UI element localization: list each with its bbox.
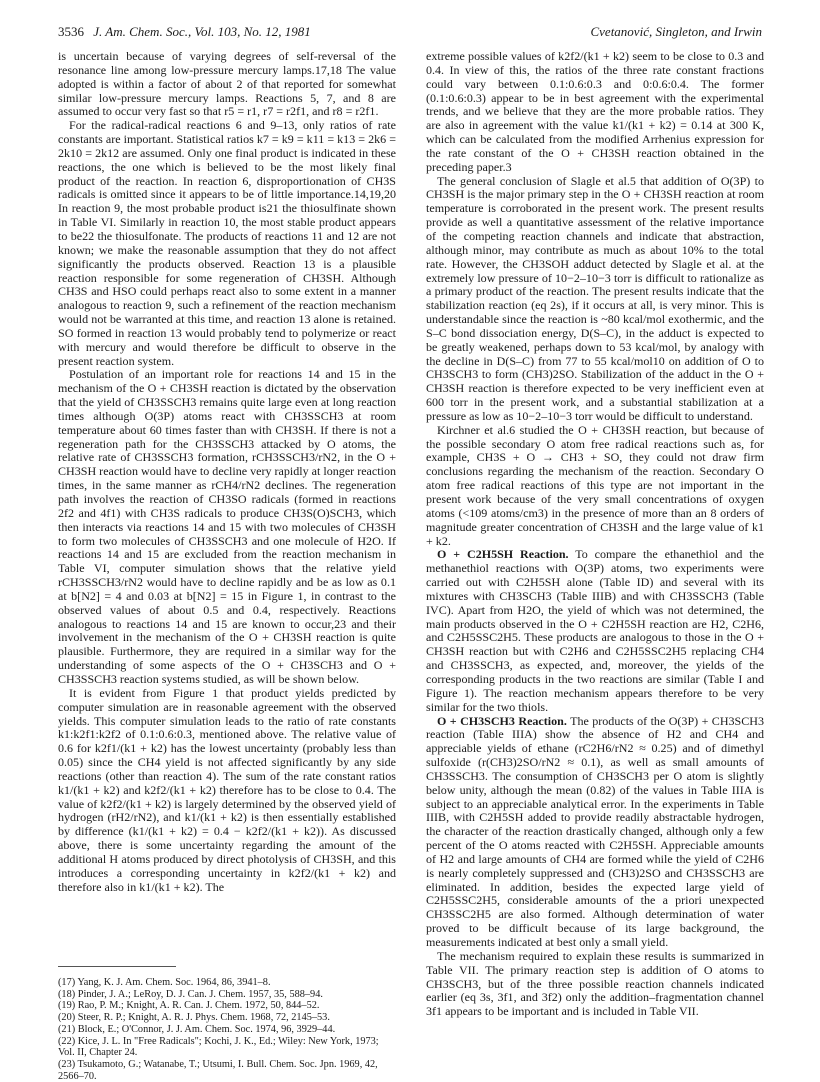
- footnote-rule: [58, 966, 176, 967]
- right-column: [426, 50, 764, 1019]
- reference-item: (19) Rao, P. M.; Knight, A. R. Can. J. Chem. 1972, 50, 844–52.: [58, 1000, 320, 1012]
- section-paragraph-ethanethiol: [426, 548, 764, 714]
- left-column: [58, 50, 396, 894]
- paragraph: The general conclusion of Slagle et al.5 that addition of O(3P) to CH3SH is the major primary step in the O + CH3SH reaction at room temperature is corroborated in the present work. The present results provide as well a quantitative assessment of the relative importance of the competing reaction channels and indicate that abstraction, although minor, may contribute as much as about 10% to the total rate. However, the CH3SOH adduct detected by Slagle et al. at the extremely low pressure of 10−2–10−3 torr is difficult to rationalize as a primary product of the reaction. The present results indicate that the stabilization reaction (eq 2s), if it occurs at all, is very minor. This is understandable since the reaction is ~80 kcal/mol exothermic, and the S–C bond dissociation energy, D(S–C), in the adduct is expected to be greatly weakened, perhaps down to 53 kcal/mol, by analogy with the decline in D(S–C) from 77 to 55 kcal/mol10 on addition of O to CH3SCH3 to form (CH3)2SO. Stabilization of the adduct in the O + CH3SH reaction is therefore expected to be very inefficient even at 600 torr in the present work, and a substantial stabilization at a pressure as low as 10−2–10−3 torr would be difficult to understand.: [426, 173, 764, 423]
- running-header: [58, 24, 762, 40]
- section-heading: O + CH3SCH3 Reaction.: [437, 713, 567, 728]
- paragraph: It is evident from Figure 1 that product yields predicted by computer simulation are in reasonable agreement with the observed yields. This computer simulation leads to the ratio of rate constants k1:k2f1:k2f2 of 0.1:0.6:0.3, mentioned above. The relative value of 0.6 for k2f1/(k1 + k2) has the lowest uncertainty (probably less than 0.05) since the CH4 yield is not affected significantly by any side reactions (other than reaction 4). The sum of the rate constant ratios k1/(k1 + k2) and k2f2/(k1 + k2) therefore has to be close to 0.4. The value of k2f2/(k1 + k2) is largely determined by the observed yield of hydrogen (rH2/rN2), and k1/(k1 + k2) is then essentially established by difference (k1/(k1 + k2) = 0.4 − k2f2/(k1 + k2)). As discussed above, there is some uncertainty regarding the amount of the additional H atoms produced by direct photolysis of CH3SH, and this introduces a corresponding uncertainty in k2f2/(k1 + k2) and therefore also in k1/(k1 + k2). The: [58, 685, 396, 894]
- reference-item: (21) Block, E.; O'Connor, J. J. Am. Chem. Soc. 1974, 96, 3929–44.: [58, 1023, 336, 1035]
- journal-citation: J. Am. Chem. Soc., Vol. 103, No. 12, 1981: [93, 24, 311, 39]
- footnote-references: [58, 966, 396, 1082]
- paragraph: extreme possible values of k2f2/(k1 + k2) seem to be close to 0.3 and 0.4. In view of this, the ratios of the three rate constant fractions could vary between 0.1:0.6:0.3 and 0:0.6:0.4. The former (0.1:0.6:0.3) appear to be in best agreement with the experimental trends, and we believe that they are the more probable ratios. They are also in agreement with the value k1/(k1 + k2) = 0.14 at 300 K, which can be calculated from the modified Arrhenius expression for the rate constant of the O + CH3SH reaction obtained in the preceding paper.3: [426, 49, 764, 174]
- reference-item: (17) Yang, K. J. Am. Chem. Soc. 1964, 86, 3941–8.: [58, 977, 271, 988]
- reference-item: (20) Steer, R. P.; Knight, A. R. J. Phys. Chem. 1968, 72, 2145–53.: [58, 1012, 330, 1024]
- paragraph: The mechanism required to explain these results is summarized in Table VII. The primary reaction step is addition of O atoms to CH3SCH3, but of the three possible reaction channels indicated earlier (eq 3s, 3f1, and 3f2) only the addition–fragmentation channel 3f1 appears to be important and is included in Table VII.: [426, 948, 764, 1019]
- paragraph: For the radical-radical reactions 6 and 9–13, only ratios of rate constants are important. Statistical ratios k7 = k9 = k11 = k13 = 2k6 = 2k10 = 2k12 are assumed. Only one final product is indicated in these reactions, the one which is believed to be the most likely final product of the reaction. In reaction 6, disproportionation of CH3S radicals is omitted since it appears to be of little importance.14,19,20 In reaction 9, the most probable product is21 the thiosulfinate shown in Table VI. Similarly in reaction 10, the most stable product appears to be22 the thiosulfonate. The products of reactions 11 and 12 are not known; we make the reasonable assumption that they do not affect significantly the products observed. Reaction 13 is a plausible reaction responsible for some regeneration of CH3SH. Although CH3S and HSO could perhaps react also to some extent in a manner analogous to reaction 9, such a refinement of the reaction mechanism would not be warranted at this time, and reaction 13 alone is retained. SO formed in reaction 13 would probably tend to polymerize or react with mercury and would therefore be difficult to observe in the present reaction system.: [58, 118, 396, 368]
- page-number: 3536: [58, 24, 84, 39]
- reference-item: (22) Kice, J. L. In "Free Radicals"; Kochi, J. K., Ed.; Wiley: New York, 1973; Vol. II, Chapter 24.: [58, 1035, 379, 1059]
- paragraph-text: To compare the ethanethiol and the methanethiol reactions with O(3P) atoms, two experiments were carried out with C2H5SH alone (Table ID) and several with its mixtures with CH3SCH3 (Table IIIB) and with CH3SSCH3 (Table IVC). Apart from H2O, the yield of which was not determined, the main products observed in the O + C2H5SH reaction are H2, C2H6, and C2H5SSC2H5. These products are analogous to those in the O + CH3SH reaction but with C2H6 and C2H5SSC2H5 replacing CH4 and CH3SSCH3, as expected, and, moreover, the yields of the corresponding products in the two reactions are similar (Table I and Figure 1). The reaction mechanism appears therefore to be very similar for the two thiols.: [426, 547, 765, 714]
- section-paragraph-dimethyl-sulfide: [426, 715, 764, 950]
- paragraph: Kirchner et al.6 studied the O + CH3SH reaction, but because of the possible secondary O atom free radical reactions such as, for example, CH3S + O → CH3 + SO, they could not draw firm conclusions regarding the mechanism of the reaction. Secondary O atom free radical reactions of this type are not important in the present work because of the very small concentrations of oxygen atoms (<109 atoms/cm3) in the presence of more than an 8 orders of magnitude greater concentration of CH3SH and the large value of k1 + k2.: [426, 422, 764, 548]
- running-authors: Cvetanović, Singleton, and Irwin: [590, 24, 762, 39]
- reference-item: (18) Pinder, J. A.; LeRoy, D. J. Can. J. Chem. 1957, 35, 588–94.: [58, 988, 323, 1000]
- paragraph: Postulation of an important role for reactions 14 and 15 in the mechanism of the O + CH3SH reaction is dictated by the observation that the yield of CH3SSCH3 remains quite large even at long reaction times although O(3P) atoms react with CH3SSCH3 at room temperature about 60 times faster than with CH3SH. If there is not a regeneration path for the CH3SSCH3 attacked by O atoms, the relative rate of CH3SSCH3 formation, rCH3SSCH3/rN2, in the O + CH3SH reaction would have to decline very rapidly at longer reaction times, in the same manner as rCH4/rN2 declines. The regeneration path involves the reaction of CH3SO radicals (formed in reactions 2f2 and 4f1) with CH3S radicals to produce CH3S(O)SCH3, which then interacts via reactions 14 and 15 with two molecules of CH3SH to form two molecules of CH3SSCH3 and one molecule of H2O. If reactions 14 and 15 are excluded from the reaction mechanism in Table VI, computer simulation shows that the relative yield rCH3SSCH3/rN2 would have to decline rapidly and be as low as 0.1 at b[N2] = 4 and 0.03 at b[N2] = 15 in Figure 1, in contrast to the observed values of about 0.5 and 0.4, respectively. Reactions analogous to reactions 14 and 15 are known to occur,23 and their involvement in the mechanism of the O + CH3SH reaction is quite plausible. Furthermore, they are required in a similar way for the understanding of some aspects of the O + CH3SCH3 and O + CH3SSCH3 reaction systems studied, as will be shown below.: [58, 367, 396, 686]
- paragraph-text: The products of the O(3P) + CH3SCH3 reaction (Table IIIA) show the absence of H2 and CH4 and appreciable yields of ethane (rC2H6/rN2 ≈ 0.25) and of dimethyl sulfoxide (r(CH3)2SO/rN2 ≈ 0.1), as well as small amounts of CH3SSCH3. The consumption of CH3SCH3 per O atom is slightly below unity, although the mean (0.82) of the values in Table IIIA is subject to an appreciable analytical error. In the experiments in Table IIIB, with C2H5SH added to provide readily abstractable hydrogen, the character of the reaction drastically changed, although only a few percent of the O atoms reacted with C2H5SH. Appreciable amounts of H2 and large amounts of CH4 are formed while the yield of C2H6 is nearly completely suppressed and (CH3)2SO and CH3SSCH3 are eliminated. In addition, besides the expected large yield of C2H5SSC2H5, considerable amounts of the a priori unexpected CH3SSC2H5 are also formed. Although determination of water proved to be difficult because of its large background, the measurements indicated at best only a small yield.: [426, 713, 765, 949]
- paragraph: is uncertain because of varying degrees of self-reversal of the resonance line among low-pressure mercury lamps.17,18 The value adopted is within a factor of about 2 of that reported for somewhat similar low-pressure mercury lamps. Reactions 5, 7, and 8 are assumed to occur very fast so that r5 = r1, r7 = r2f1, and r8 = r2f1.: [58, 49, 396, 119]
- reference-item: (23) Tsukamoto, G.; Watanabe, T.; Utsumi, I. Bull. Chem. Soc. Jpn. 1969, 42, 2566–70.: [58, 1058, 378, 1082]
- section-heading: O + C2H5SH Reaction.: [437, 547, 569, 562]
